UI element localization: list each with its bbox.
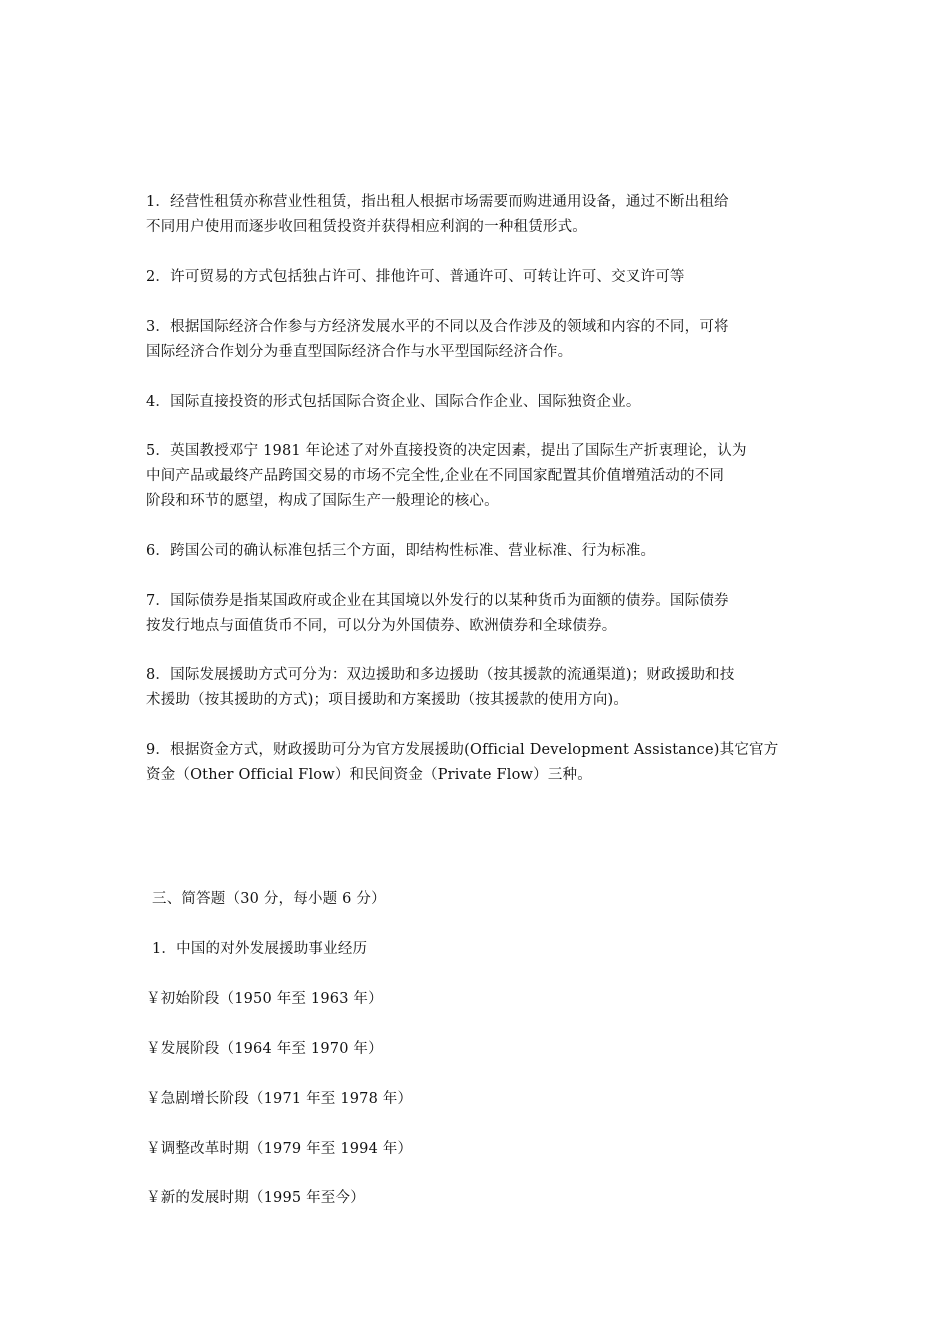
item-8-line-2: 术援助（按其援助的方式)；项目援助和方案援助（按其援款的使用方向)。 [146, 692, 629, 708]
item-9-line-1: 9．根据资金方式，财政援助可分为官方发展援助(Official Development Assistance)其它官方 [146, 742, 779, 758]
item-5-line-3: 阶段和环节的愿望，构成了国际生产一般理论的核心。 [146, 493, 499, 509]
item-5-line-2: 中间产品或最终产品跨国交易的市场不完全性,企业在不同国家配置其价值增殖活动的不同 [146, 468, 725, 484]
stage-1: ￥初始阶段（1950 年至 1963 年） [146, 991, 383, 1007]
item-1-line-1: 1．经营性租赁亦称营业性租赁，指出租人根据市场需要而购进通用设备，通过不断出租给 [146, 194, 729, 210]
stage-4: ￥调整改革时期（1979 年至 1994 年） [146, 1141, 413, 1157]
item-6-line-1: 6．跨国公司的确认标准包括三个方面，即结构性标准、营业标准、行为标准。 [146, 543, 656, 559]
stage-3: ￥急剧增长阶段（1971 年至 1978 年） [146, 1091, 413, 1107]
item-3-line-2: 国际经济合作划分为垂直型国际经济合作与水平型国际经济合作。 [146, 344, 573, 360]
item-7-line-1: 7．国际债券是指某国政府或企业在其国境以外发行的以某种货币为面额的债券。国际债券 [146, 593, 729, 609]
stage-2: ￥发展阶段（1964 年至 1970 年） [146, 1041, 383, 1057]
item-3-line-1: 3．根据国际经济合作参与方经济发展水平的不同以及合作涉及的领域和内容的不同，可将 [146, 319, 729, 335]
item-7-line-2: 按发行地点与面值货币不同，可以分为外国债券、欧洲债券和全球债券。 [146, 618, 617, 634]
question-1: 1．中国的对外发展援助事业经历 [152, 941, 368, 957]
item-9-line-2: 资金（Other Official Flow）和民间资金（Private Flow）三种。 [146, 767, 592, 783]
stage-5: ￥新的发展时期（1995 年至今） [146, 1190, 365, 1206]
item-8-line-1: 8．国际发展援助方式可分为：双边援助和多边援助（按其援款的流通渠道)；财政援助和技 [146, 667, 735, 683]
item-4-line-1: 4．国际直接投资的形式包括国际合资企业、国际合作企业、国际独资企业。 [146, 394, 641, 410]
item-5-line-1: 5．英国教授邓宁 1981 年论述了对外直接投资的决定因素，提出了国际生产折衷理论，认为 [146, 443, 747, 459]
section-3-title: 三、简答题（30 分，每小题 6 分） [152, 891, 386, 907]
item-1-line-2: 不同用户使用而逐步收回租赁投资并获得相应利润的一种租赁形式。 [146, 219, 587, 235]
item-2-line-1: 2．许可贸易的方式包括独占许可、排他许可、普通许可、可转让许可、交叉许可等 [146, 269, 685, 285]
